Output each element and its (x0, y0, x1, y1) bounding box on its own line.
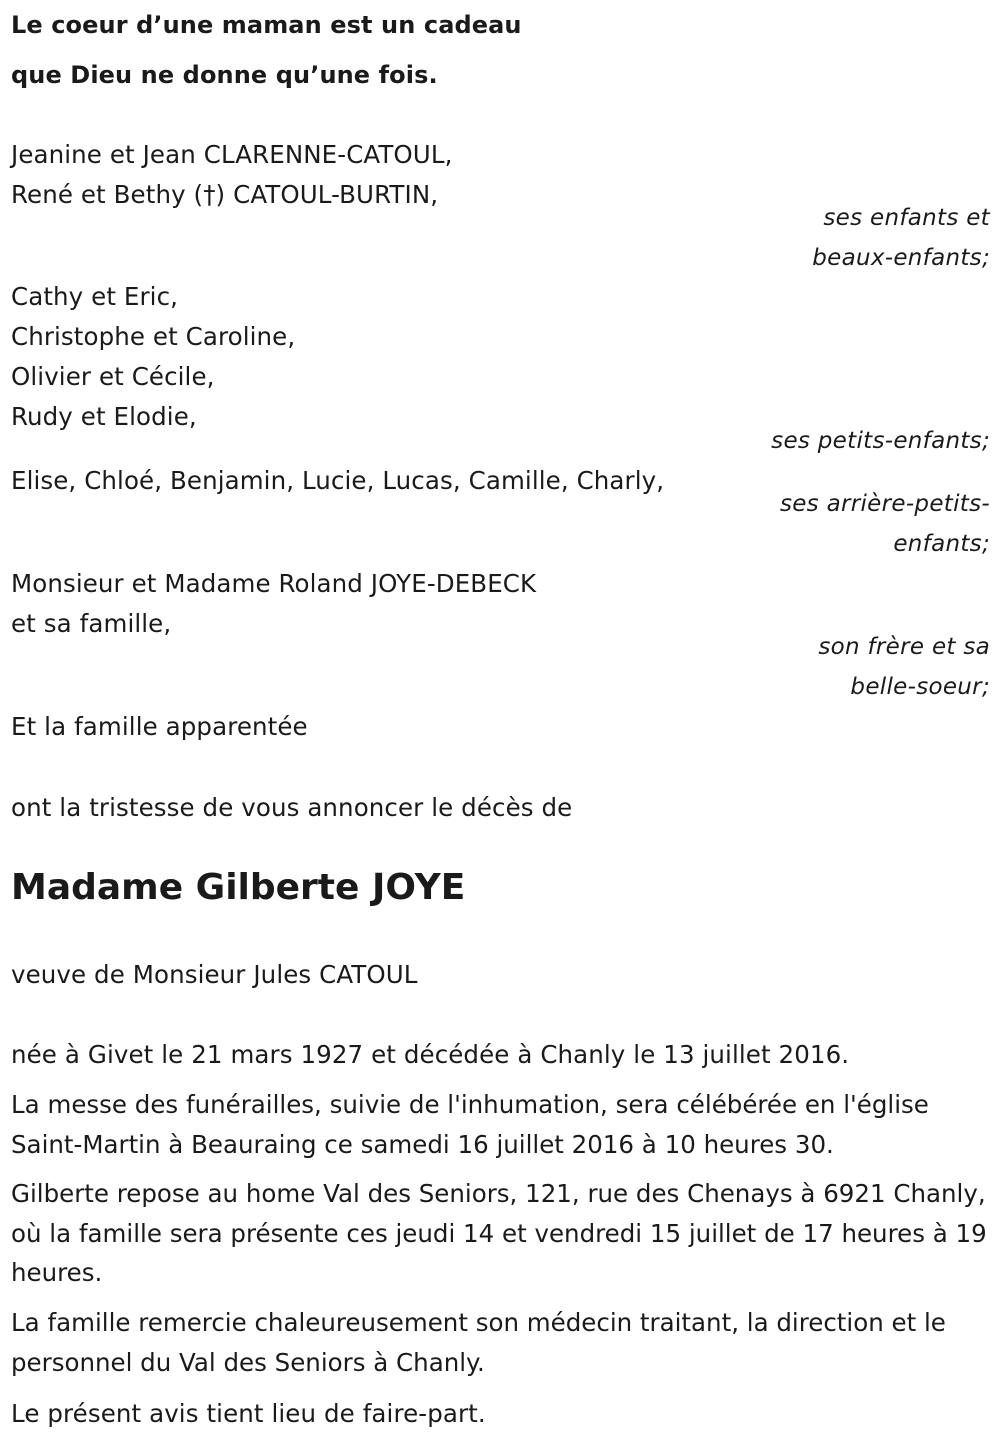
siblings-line-1: Monsieur et Madame Roland JOYE-DEBECK (11, 569, 537, 598)
extended-family: Et la famille apparentée (11, 712, 308, 741)
children-relation-2: beaux-enfants; (812, 245, 990, 271)
visitation-paragraph: Gilberte repose au home Val des Seniors, 121, rue des Chenays à 6921 Chanly, où la famille sera présente ces jeudi 14 et vendredi 15 juillet de 17 heures à 19 heures. (11, 1179, 987, 1287)
announcement: ont la tristesse de vous annoncer le décès de (11, 793, 573, 822)
widow-of: veuve de Monsieur Jules CATOUL (11, 960, 418, 989)
great-grandchildren-relation-1: ses arrière-petits- (779, 491, 990, 517)
notice-paragraph: Le présent avis tient lieu de faire-part. (11, 1399, 486, 1428)
quote-line-2: que Dieu ne donne qu’une fois. (11, 61, 438, 89)
grandchild-3: Olivier et Cécile, (11, 362, 215, 391)
siblings-relation-2: belle-soeur; (850, 674, 990, 700)
grandchildren-relation: ses petits-enfants; (771, 428, 990, 454)
funeral-paragraph: La messe des funérailles, suivie de l'inhumation, sera célébérée en l'église Saint-Martin à Beauraing ce samedi 16 juillet 2016 à 10 heures 30. (11, 1090, 929, 1159)
grandchild-2: Christophe et Caroline, (11, 322, 296, 351)
children-relation-1: ses enfants et (823, 205, 990, 231)
siblings-relation-1: son frère et sa (818, 634, 990, 660)
great-grandchildren-relation-2: enfants; (893, 531, 990, 557)
grandchild-4: Rudy et Elodie, (11, 402, 197, 431)
children-line-1: Jeanine et Jean CLARENNE-CATOUL, (11, 140, 453, 169)
children-line-2: René et Bethy (†) CATOUL-BURTIN, (11, 180, 439, 209)
siblings-line-2: et sa famille, (11, 609, 172, 638)
quote-line-1: Le coeur d’une maman est un cadeau (11, 11, 522, 39)
grandchild-1: Cathy et Eric, (11, 282, 179, 311)
great-grandchildren-names: Elise, Chloé, Benjamin, Lucie, Lucas, Camille, Charly, (11, 466, 665, 495)
thanks-paragraph: La famille remercie chaleureusement son médecin traitant, la direction et le personnel du Val des Seniors à Chanly. (11, 1308, 946, 1377)
deceased-name: Madame Gilberte JOYE (11, 867, 466, 908)
birth-death-paragraph: née à Givet le 21 mars 1927 et décédée à Chanly le 13 juillet 2016. (11, 1040, 850, 1069)
